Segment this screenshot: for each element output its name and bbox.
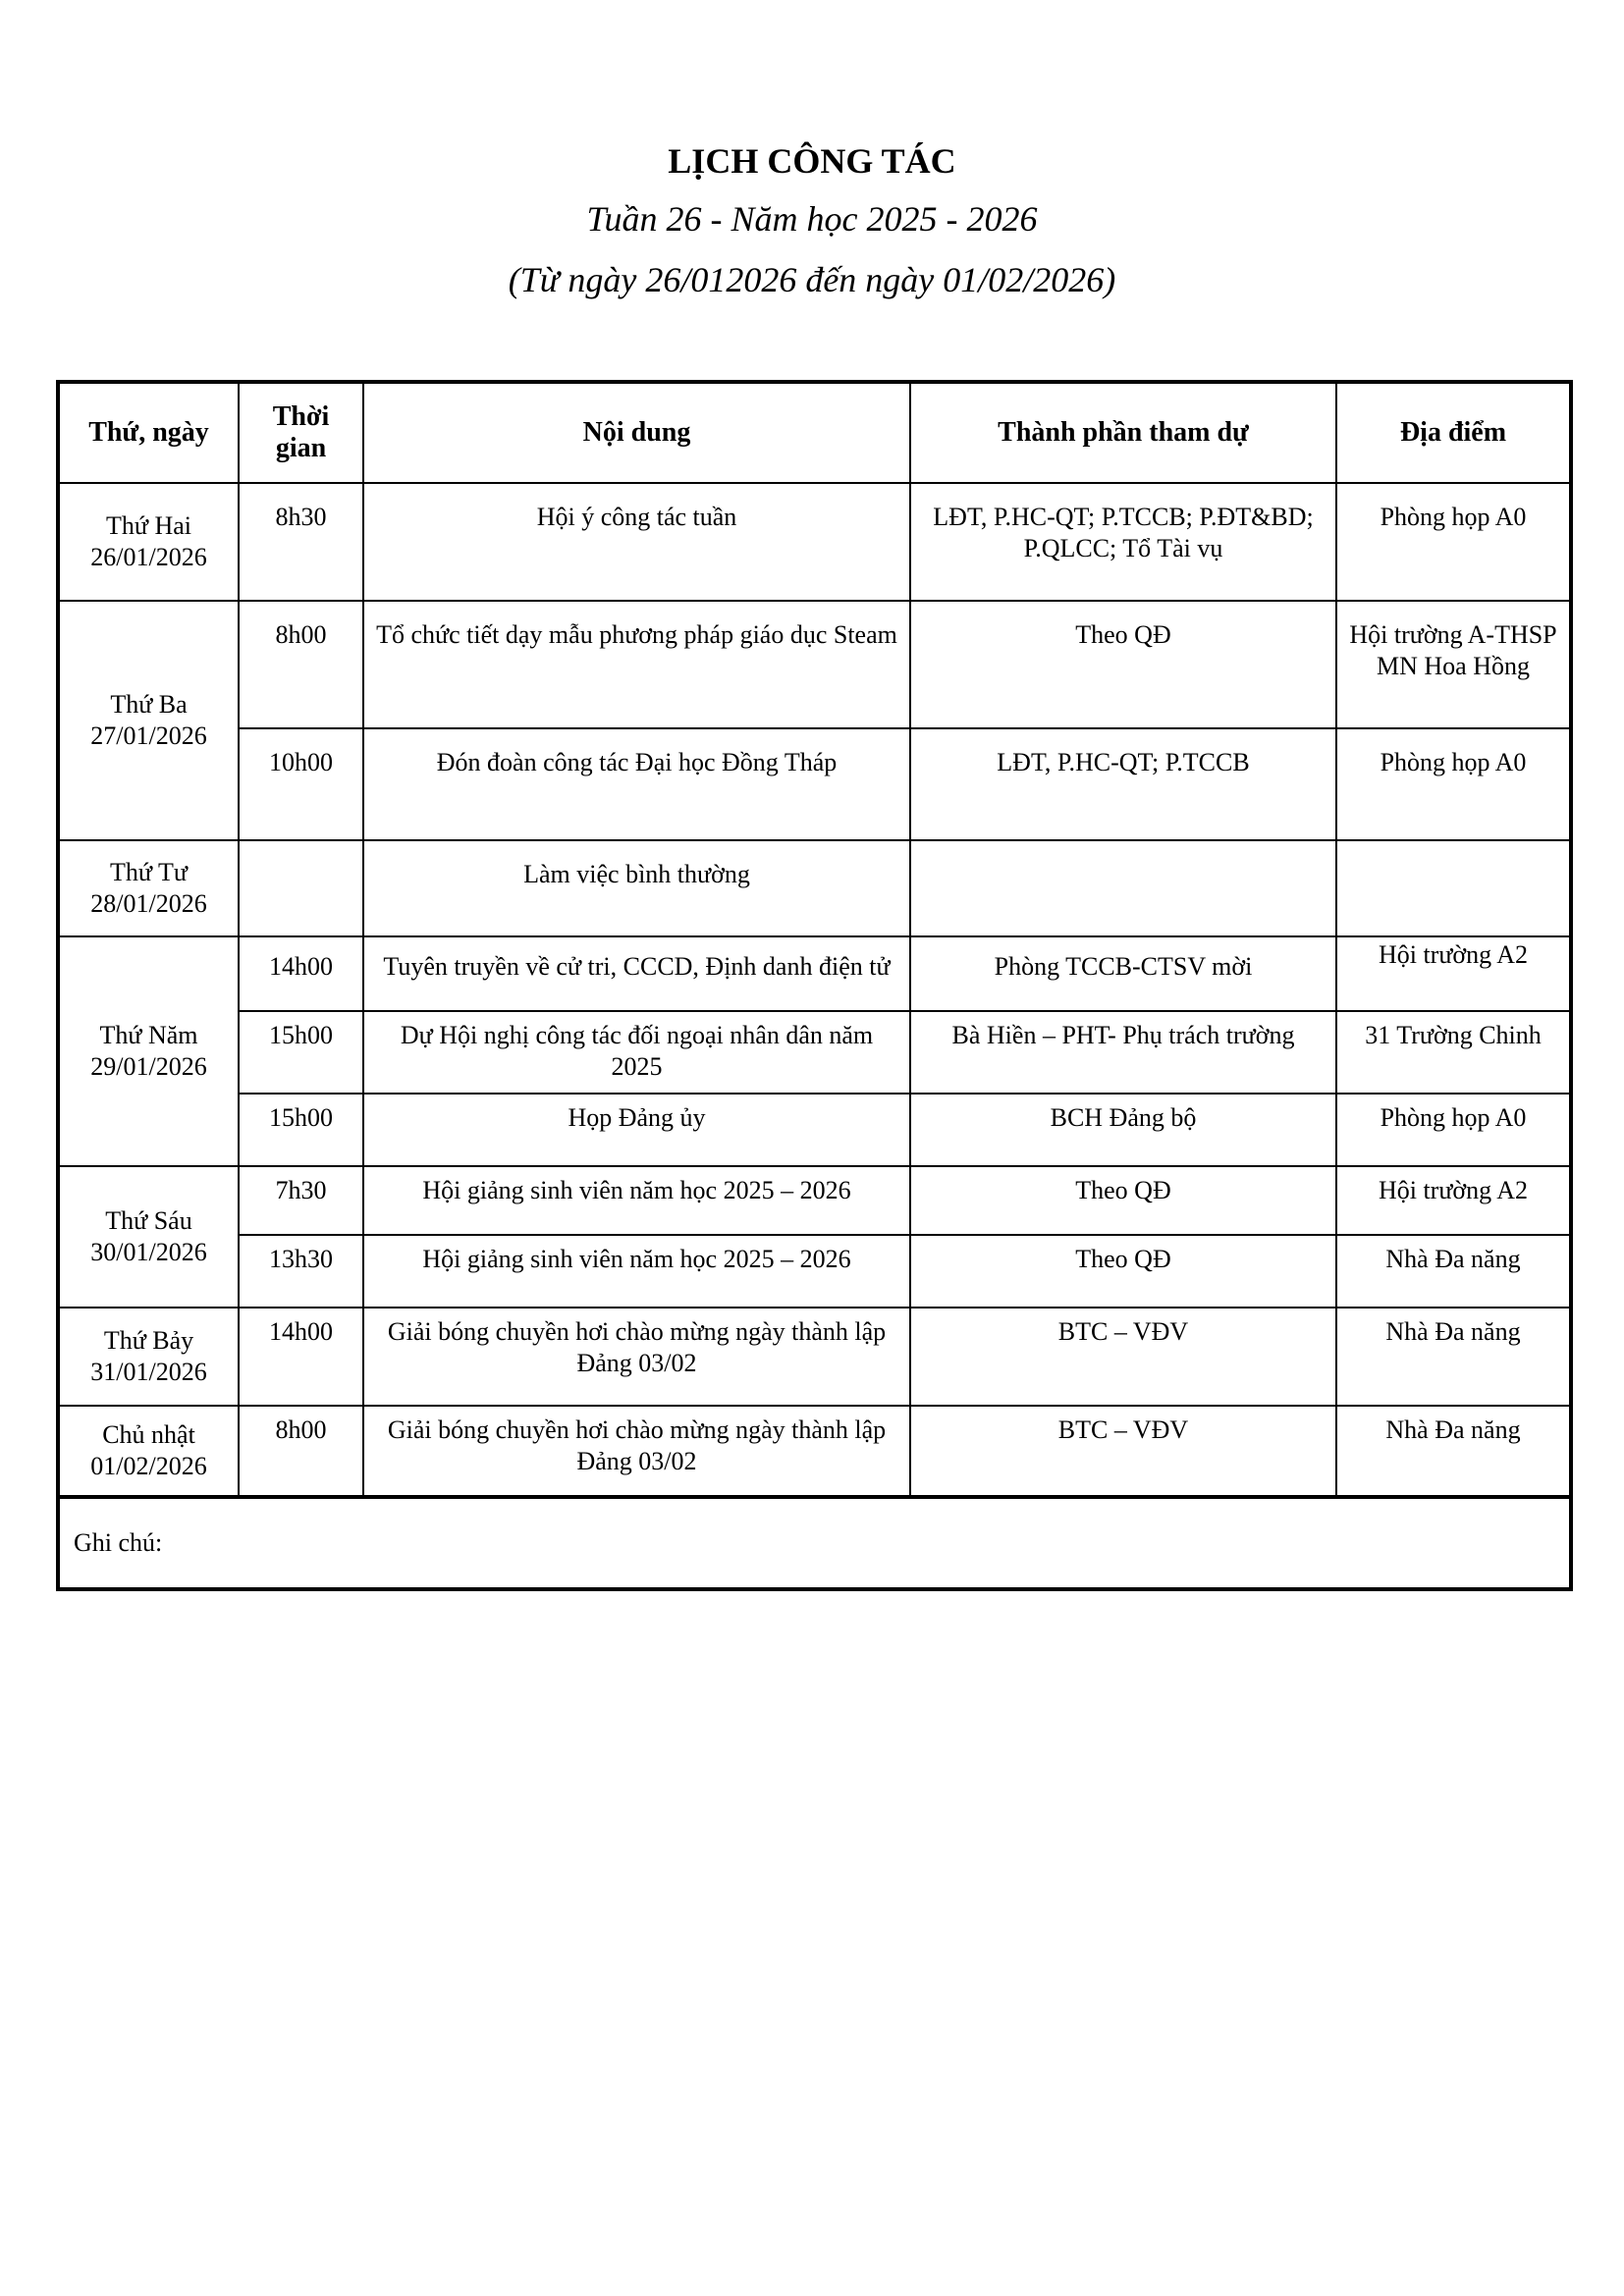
location-cell: [1336, 840, 1571, 936]
table-row: [58, 1166, 1571, 1235]
table-row: [58, 483, 1571, 601]
col-header-time: Thời gian: [239, 382, 363, 483]
participants-cell: Bà Hiền – PHT- Phụ trách trường: [910, 1011, 1336, 1094]
participants-cell: [910, 840, 1336, 936]
content-cell: Hội giảng sinh viên năm học 2025 – 2026: [363, 1166, 910, 1235]
location-cell: Nhà Đa năng: [1336, 1308, 1571, 1406]
document-title: LỊCH CÔNG TÁC: [668, 141, 956, 181]
day-date: 01/02/2026: [90, 1452, 207, 1480]
day-name: Thứ Sáu: [105, 1206, 192, 1235]
location-cell: Phòng họp A0: [1336, 728, 1571, 840]
content-cell: Làm việc bình thường: [363, 840, 910, 936]
table-row: [58, 1094, 1571, 1166]
location-cell: Hội trường A2: [1336, 936, 1571, 1011]
participants-cell: Theo QĐ: [910, 601, 1336, 728]
week-subtitle: Tuần 26 - Năm học 2025 - 2026: [586, 199, 1038, 239]
time-cell: 13h30: [239, 1235, 363, 1308]
time-cell: 14h00: [239, 936, 363, 1011]
content-cell: Dự Hội nghị công tác đối ngoại nhân dân năm 2025: [363, 1011, 910, 1094]
table-header-row: [58, 382, 1571, 483]
day-name: Thứ Tư: [110, 858, 188, 886]
table-row: [58, 1235, 1571, 1308]
time-cell: 7h30: [239, 1166, 363, 1235]
day-cell: [58, 1166, 239, 1308]
date-range: (Từ ngày 26/012026 đến ngày 01/02/2026): [508, 260, 1116, 299]
location-cell: Phòng họp A0: [1336, 1094, 1571, 1166]
col-header-content: Nội dung: [363, 382, 910, 483]
participants-cell: LĐT, P.HC-QT; P.TCCB: [910, 728, 1336, 840]
participants-cell: BTC – VĐV: [910, 1406, 1336, 1497]
day-name: Thứ Bảy: [103, 1326, 194, 1355]
location-cell: Phòng họp A0: [1336, 483, 1571, 601]
day-cell: [58, 936, 239, 1166]
time-cell: 15h00: [239, 1094, 363, 1166]
day-date: 28/01/2026: [90, 889, 207, 918]
participants-cell: Theo QĐ: [910, 1235, 1336, 1308]
schedule-table: [56, 380, 1573, 1591]
location-cell: Hội trường A-THSP MN Hoa Hồng: [1336, 601, 1571, 728]
participants-cell: BTC – VĐV: [910, 1308, 1336, 1406]
participants-cell: BCH Đảng bộ: [910, 1094, 1336, 1166]
content-cell: Giải bóng chuyền hơi chào mừng ngày thành lập Đảng 03/02: [363, 1406, 910, 1497]
table-row: [58, 601, 1571, 728]
day-date: 26/01/2026: [90, 543, 207, 571]
participants-cell: LĐT, P.HC-QT; P.TCCB; P.ĐT&BD; P.QLCC; Tổ Tài vụ: [910, 483, 1336, 601]
table-row: [58, 1308, 1571, 1406]
day-cell: [58, 840, 239, 936]
day-name: Chủ nhật: [102, 1420, 195, 1449]
table-row: [58, 936, 1571, 1011]
day-date: 29/01/2026: [90, 1052, 207, 1081]
content-cell: Đón đoàn công tác Đại học Đồng Tháp: [363, 728, 910, 840]
time-cell: 15h00: [239, 1011, 363, 1094]
col-header-location: Địa điểm: [1336, 382, 1571, 483]
note-label: Ghi chú:: [58, 1497, 1571, 1589]
participants-cell: Theo QĐ: [910, 1166, 1336, 1235]
note-row: [58, 1497, 1571, 1589]
location-cell: Hội trường A2: [1336, 1166, 1571, 1235]
day-date: 27/01/2026: [90, 721, 207, 750]
time-cell: 8h30: [239, 483, 363, 601]
day-cell: [58, 483, 239, 601]
day-name: Thứ Hai: [105, 511, 191, 540]
day-name: Thứ Ba: [110, 690, 188, 719]
content-cell: Hội giảng sinh viên năm học 2025 – 2026: [363, 1235, 910, 1308]
time-cell: 10h00: [239, 728, 363, 840]
time-cell: 14h00: [239, 1308, 363, 1406]
day-cell: [58, 1308, 239, 1406]
content-cell: Giải bóng chuyền hơi chào mừng ngày thành lập Đảng 03/02: [363, 1308, 910, 1406]
day-cell: [58, 601, 239, 840]
participants-cell: Phòng TCCB-CTSV mời: [910, 936, 1336, 1011]
content-cell: Họp Đảng ủy: [363, 1094, 910, 1166]
time-cell: [239, 840, 363, 936]
col-header-participants: Thành phần tham dự: [910, 382, 1336, 483]
day-date: 30/01/2026: [90, 1238, 207, 1266]
location-cell: Nhà Đa năng: [1336, 1406, 1571, 1497]
content-cell: Tuyên truyền về cử tri, CCCD, Định danh điện tử: [363, 936, 910, 1011]
col-header-day: Thứ, ngày: [58, 382, 239, 483]
table-row: [58, 1011, 1571, 1094]
day-name: Thứ Năm: [99, 1021, 198, 1049]
time-cell: 8h00: [239, 1406, 363, 1497]
table-row: [58, 1406, 1571, 1497]
table-row: [58, 840, 1571, 936]
document-header: [0, 137, 1624, 306]
table-row: [58, 728, 1571, 840]
content-cell: Tổ chức tiết dạy mẫu phương pháp giáo dục Steam: [363, 601, 910, 728]
day-date: 31/01/2026: [90, 1358, 207, 1386]
day-cell: [58, 1406, 239, 1497]
location-cell: 31 Trường Chinh: [1336, 1011, 1571, 1094]
location-cell: Nhà Đa năng: [1336, 1235, 1571, 1308]
time-cell: 8h00: [239, 601, 363, 728]
content-cell: Hội ý công tác tuần: [363, 483, 910, 601]
